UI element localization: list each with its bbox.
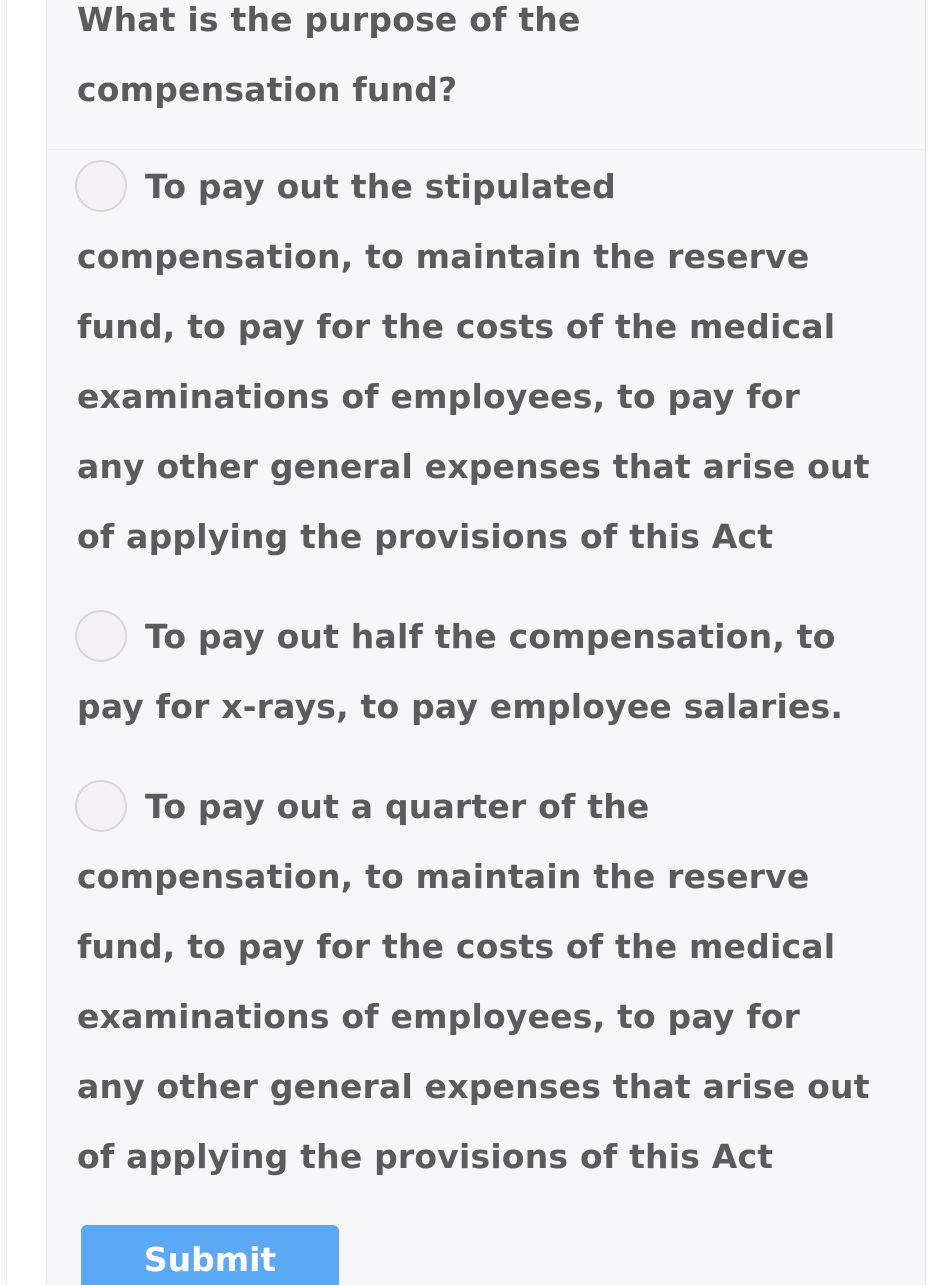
radio-button-option-2[interactable] bbox=[75, 610, 127, 662]
option-1-label: To pay out the stipulated compensation, to maintain the reserve fund, to pay for the costs of the medical examinations of employees, to pay for any other general expenses that arise out of applying the provisions of this Act bbox=[77, 167, 870, 556]
page-edge bbox=[0, 0, 7, 1285]
quiz-card bbox=[46, 0, 926, 1285]
question-text: What is the purpose of the compensation fund? bbox=[77, 0, 581, 109]
radio-button-option-1[interactable] bbox=[75, 160, 127, 212]
option-2[interactable] bbox=[77, 602, 877, 742]
option-3[interactable] bbox=[77, 772, 877, 1192]
option-1[interactable] bbox=[77, 152, 877, 572]
question-header bbox=[47, 0, 925, 150]
radio-button-option-3[interactable] bbox=[75, 780, 127, 832]
option-2-label: To pay out half the compensation, to pay for x-rays, to pay employee salaries. bbox=[77, 617, 844, 726]
option-3-label: To pay out a quarter of the compensation, to maintain the reserve fund, to pay for the costs of the medical examinations of employees, to pay for any other general expenses that arise out of applying the provisions of this Act bbox=[77, 787, 870, 1176]
submit-button[interactable]: Submit bbox=[81, 1225, 339, 1285]
